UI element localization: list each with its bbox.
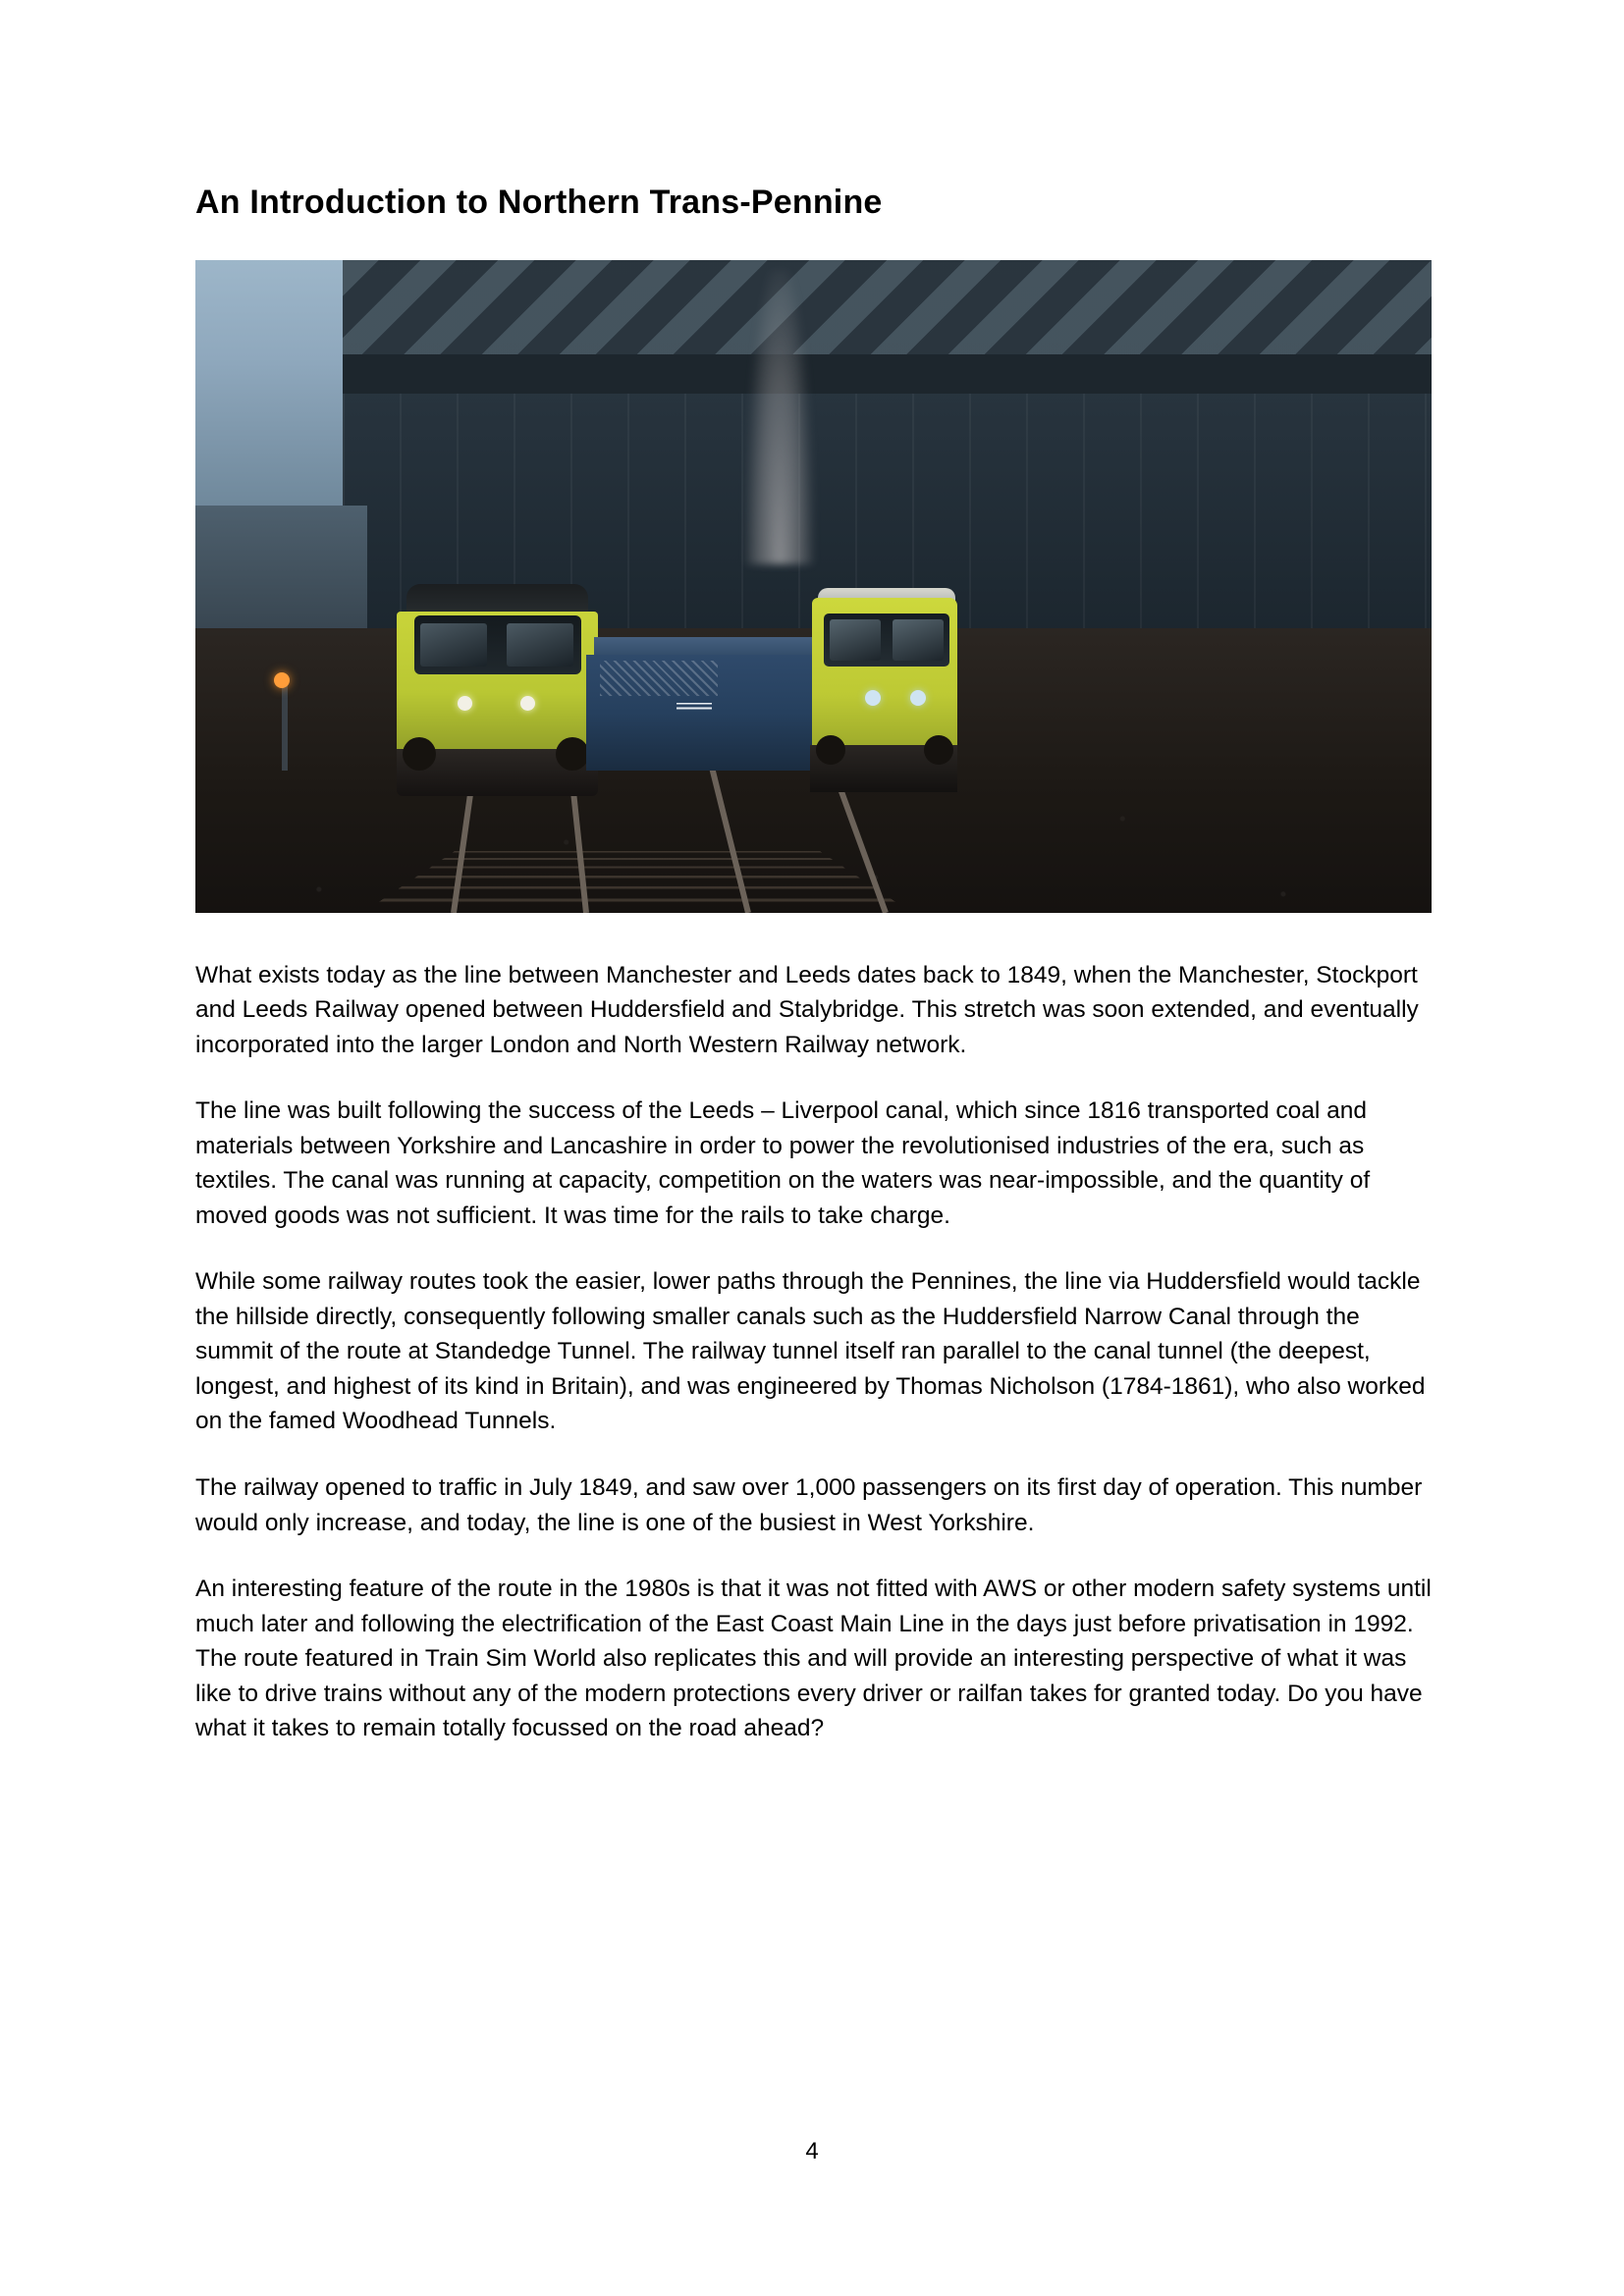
page-title: An Introduction to Northern Trans-Pennine bbox=[195, 184, 883, 221]
loco-right-headlight-1 bbox=[865, 690, 881, 706]
loco-left-headlight-1 bbox=[458, 696, 472, 711]
loco-right-headlight-2 bbox=[910, 690, 926, 706]
loco-right-window-1 bbox=[830, 619, 881, 661]
loco-right-buffer-2 bbox=[924, 735, 953, 765]
article-body bbox=[195, 958, 1435, 1746]
locomotive-right bbox=[586, 588, 957, 794]
british-rail-logo-icon bbox=[677, 694, 712, 716]
loco-left-buffer-2 bbox=[556, 737, 589, 771]
loco-right-window-2 bbox=[893, 619, 944, 661]
exhaust-smoke bbox=[745, 270, 814, 564]
loco-right-grille bbox=[600, 661, 718, 696]
paragraph-2: The line was built following the success of the Leeds – Liverpool canal, which since 1816 transported coal and materials between Yorkshire and Lancashire in order to power the revolutionised industries of the era, such as textiles. The canal was running at capacity, competition on the waters was near-impossible, and the quantity of moved goods was not sufficient. It was time for the rails to take charge. bbox=[195, 1097, 1371, 1229]
page-number: 4 bbox=[805, 2138, 819, 2164]
paragraph-4: The railway opened to traffic in July 1849, and saw over 1,000 passengers on its first day of operation. This number would only increase, and today, the line is one of the busiest in West Yorkshire. bbox=[195, 1473, 1423, 1536]
loco-left-headlight-2 bbox=[520, 696, 535, 711]
article-illustration bbox=[195, 260, 1432, 913]
paragraph-3: While some railway routes took the easier, lower paths through the Pennines, the line via Huddersfield would tackle the hillside directly, consequently following smaller canals such as the Huddersfield Narrow Canal through the summit of the route at Standedge Tunnel. The railway tunnel itself ran parallel to the canal tunnel (the deepest, longest, and highest of its kind in Britain), and was engineered by Thomas Nicholson (1784-1861), who also worked on the famed Woodhead Tunnels. bbox=[195, 1268, 1426, 1435]
loco-right-buffer-1 bbox=[816, 735, 845, 765]
loco-left-window-1 bbox=[420, 623, 487, 667]
locomotive-left bbox=[397, 572, 598, 793]
loco-left-window-2 bbox=[507, 623, 573, 667]
page-content bbox=[195, 183, 1435, 1746]
paragraph-5: An interesting feature of the route in the 1980s is that it was not fitted with AWS or other modern safety systems until much later and following the electrification of the East Coast Main Line in the days just before privatisation in 1992. The route featured in Train Sim World also replicates this and will provide an interesting perspective of what it was like to drive trains without any of the modern protections every driver or railfan takes for granted today. Do you have what it takes to remain totally focussed on the road ahead? bbox=[195, 1575, 1432, 1742]
loco-left-buffer-1 bbox=[403, 737, 436, 771]
paragraph-1: What exists today as the line between Manchester and Leeds dates back to 1849, when the Manchester, Stockport and Leeds Railway opened between Huddersfield and Stalybridge. This stretch was soon extended, and eventually incorporated into the larger London and North Western Railway network. bbox=[195, 961, 1419, 1058]
signal-post bbox=[282, 682, 288, 771]
trainshed-roof-band bbox=[343, 354, 1432, 394]
signal-light bbox=[274, 672, 290, 688]
